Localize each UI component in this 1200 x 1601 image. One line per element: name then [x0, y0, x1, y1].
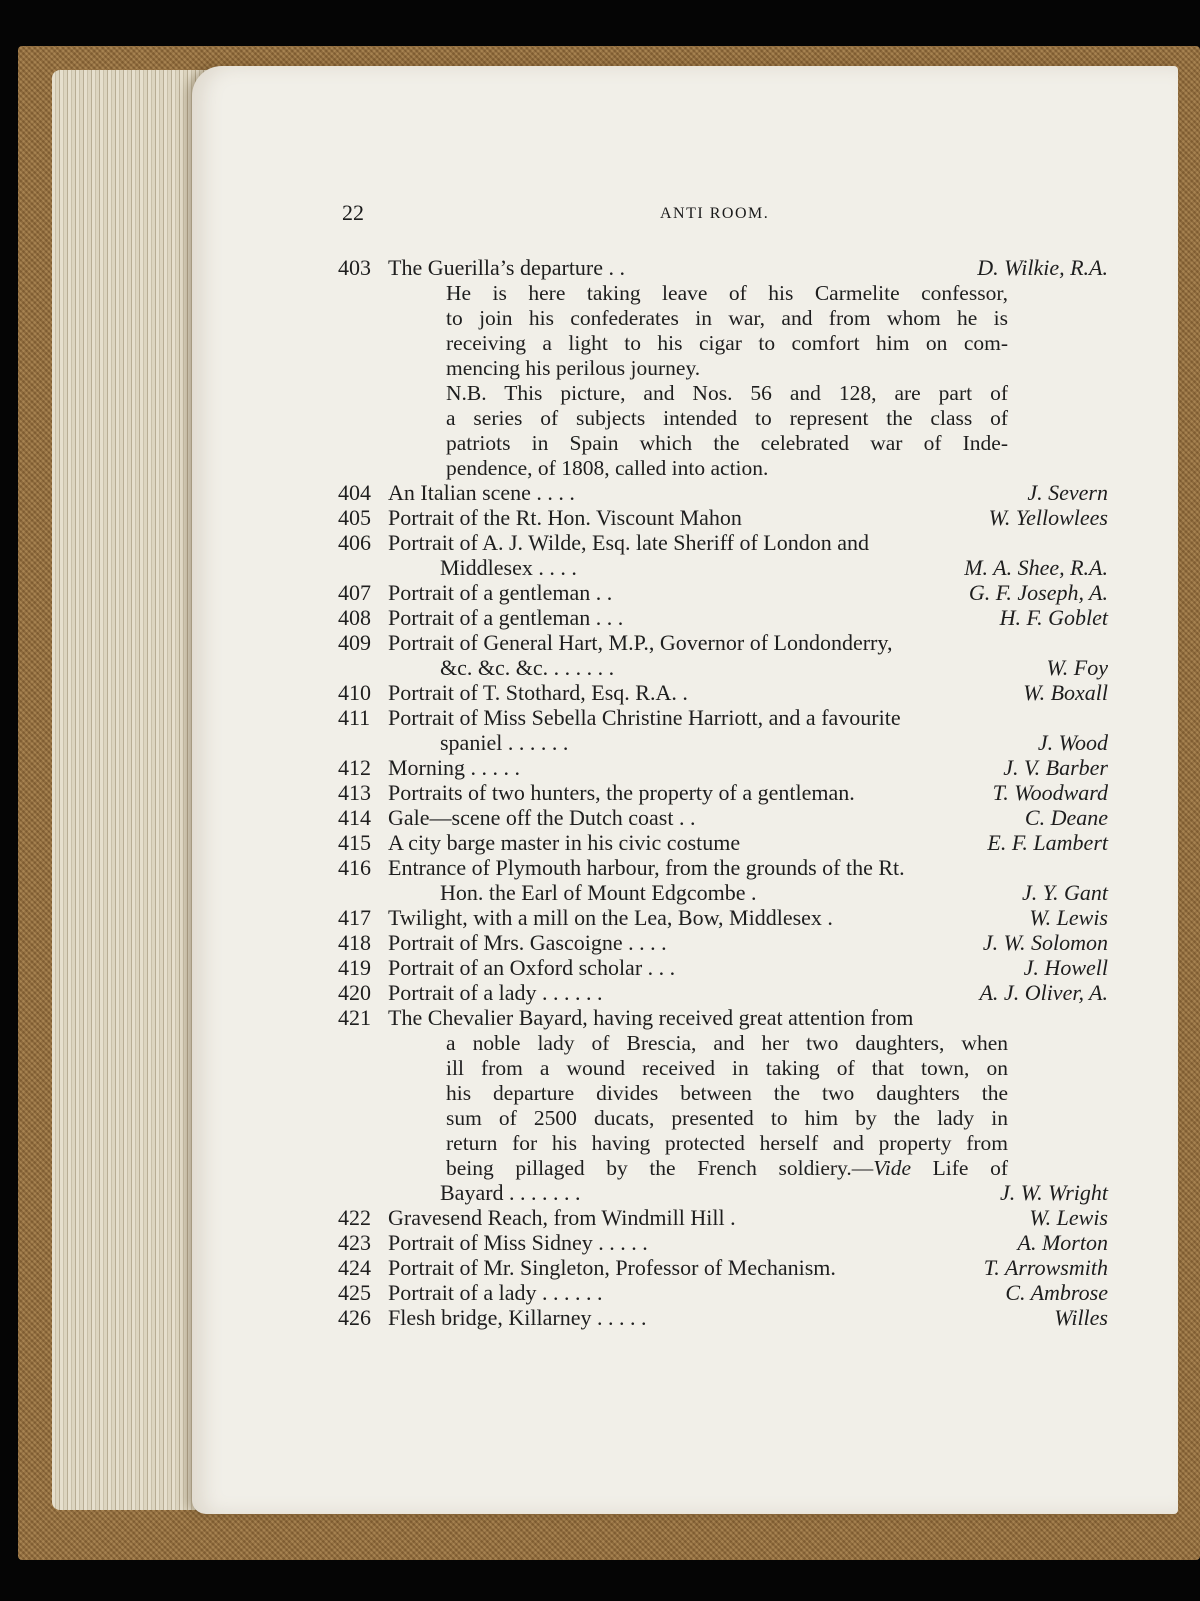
catalogue-line	[0, 604, 1200, 631]
entry-note-line: patriots in Spain which the celebrated war of Inde-	[446, 431, 1008, 455]
catalogue-line	[0, 679, 1200, 706]
catalogue-line	[0, 254, 1200, 281]
entry-note-line: receiving a light to his cigar to comfort him on com-	[446, 331, 1008, 355]
entry-title: Portrait of Mr. Singleton, Professor of Mechanism.	[388, 1255, 836, 1280]
entry-number: 420	[338, 980, 371, 1005]
entry-artist: J. W. Solomon	[982, 930, 1108, 955]
entry-number: 424	[338, 1255, 371, 1280]
entry-artist: M. A. Shee, R.A.	[964, 555, 1108, 580]
entry-title: Portrait of Miss Sidney . . . . .	[388, 1230, 648, 1255]
entry-title: The Chevalier Bayard, having received great attention from	[388, 1005, 914, 1030]
entry-artist: J. Wood	[1037, 730, 1108, 755]
entry-number: 421	[338, 1005, 371, 1030]
entry-note-line: being pillaged by the French soldiery.—Vide Life of	[446, 1156, 1008, 1180]
entry-title: Portraits of two hunters, the property of a gentleman.	[388, 780, 855, 805]
entry-artist: J. W. Wright	[1000, 1180, 1108, 1205]
catalogue-line	[0, 929, 1200, 956]
entry-title: Portrait of Miss Sebella Christine Harriott, and a favourite	[388, 705, 901, 730]
entry-title: The Guerilla’s departure . .	[388, 255, 626, 280]
entry-title: Portrait of a lady . . . . . .	[388, 1280, 603, 1305]
catalogue-line	[0, 704, 1200, 731]
entry-artist: W. Yellowlees	[988, 505, 1108, 530]
catalogue-line	[0, 829, 1200, 856]
entry-note-line: mencing his perilous journey.	[446, 356, 701, 380]
entry-number: 403	[338, 255, 371, 280]
entry-note-line: pendence, of 1808, called into action.	[446, 456, 769, 480]
catalogue-line	[0, 1179, 1200, 1206]
entry-artist: W. Lewis	[1029, 1205, 1108, 1230]
catalogue-line	[0, 1304, 1200, 1331]
catalogue-line	[0, 1204, 1200, 1231]
entry-artist: A. J. Oliver, A.	[979, 980, 1108, 1005]
entry-title: An Italian scene . . . .	[388, 480, 575, 505]
catalogue-line	[0, 654, 1200, 681]
entry-number: 412	[338, 755, 371, 780]
catalogue-line	[0, 1279, 1200, 1306]
entry-artist: A. Morton	[1017, 1230, 1108, 1255]
catalogue-line	[0, 879, 1200, 906]
entry-note-line: ill from a wound received in taking of that town, on	[446, 1056, 1008, 1080]
entry-artist: T. Arrowsmith	[983, 1255, 1108, 1280]
entry-artist: W. Boxall	[1023, 680, 1108, 705]
entry-number: 413	[338, 780, 371, 805]
entry-title: Portrait of a gentleman . . .	[388, 605, 624, 630]
catalogue-line	[0, 804, 1200, 831]
entry-title: Portrait of an Oxford scholar . . .	[388, 955, 676, 980]
catalogue-line	[0, 754, 1200, 781]
entry-number: 405	[338, 505, 371, 530]
catalogue-line	[0, 904, 1200, 931]
catalogue-line	[0, 479, 1200, 506]
entry-artist: J. Severn	[1027, 480, 1108, 505]
entry-note-line: N.B. This picture, and Nos. 56 and 128, are part of	[446, 381, 1008, 405]
entry-title: Flesh bridge, Killarney . . . . .	[388, 1305, 647, 1330]
entry-number: 411	[338, 705, 371, 730]
entry-number: 423	[338, 1230, 371, 1255]
entry-title: Portrait of General Hart, M.P., Governor of Londonderry,	[388, 630, 893, 655]
entry-artist: D. Wilkie, R.A.	[977, 255, 1108, 280]
running-title: ANTI ROOM.	[660, 205, 770, 222]
entry-number: 415	[338, 830, 371, 855]
entry-title: Entrance of Plymouth harbour, from the grounds of the Rt.	[388, 855, 905, 880]
catalogue-line	[0, 954, 1200, 981]
entry-note-line: a noble lady of Brescia, and her two daughters, when	[446, 1031, 1008, 1055]
entry-number: 404	[338, 480, 371, 505]
entry-number: 422	[338, 1205, 371, 1230]
entry-title: Twilight, with a mill on the Lea, Bow, Middlesex .	[388, 905, 833, 930]
entry-note-line: his departure divides between the two daughters the	[446, 1081, 1008, 1105]
catalogue-line	[0, 1254, 1200, 1281]
entry-title: Portrait of Mrs. Gascoigne . . . .	[388, 930, 667, 955]
entry-artist: T. Woodward	[992, 780, 1108, 805]
entry-note-line: He is here taking leave of his Carmelite confessor,	[446, 281, 1008, 305]
entry-number: 417	[338, 905, 371, 930]
entry-note-line: a series of subjects intended to represent the class of	[446, 406, 1008, 430]
entry-note-line: return for his having protected herself and property from	[446, 1131, 1008, 1155]
entry-number: 414	[338, 805, 371, 830]
entry-number: 406	[338, 530, 371, 555]
page-number: 22	[342, 200, 364, 225]
catalogue-line	[0, 979, 1200, 1006]
entry-artist: E. F. Lambert	[987, 830, 1108, 855]
entry-artist: C. Ambrose	[1005, 1280, 1108, 1305]
entry-title: Portrait of a lady . . . . . .	[388, 980, 603, 1005]
entry-title: Morning . . . . .	[388, 755, 520, 780]
entry-number: 419	[338, 955, 371, 980]
catalogue-line	[0, 529, 1200, 556]
entry-number: 426	[338, 1305, 371, 1330]
entry-artist: J. V. Barber	[1003, 755, 1108, 780]
entry-artist: G. F. Joseph, A.	[968, 580, 1108, 605]
entry-number: 425	[338, 1280, 371, 1305]
catalogue-line	[0, 504, 1200, 531]
entry-artist: J. Howell	[1023, 955, 1108, 980]
entry-artist: W. Foy	[1046, 655, 1108, 680]
entry-number: 418	[338, 930, 371, 955]
entry-title: A city barge master in his civic costume	[388, 830, 741, 855]
catalogue-line	[0, 1229, 1200, 1256]
catalogue-line	[0, 579, 1200, 606]
entry-note-line: sum of 2500 ducats, presented to him by the lady in	[446, 1106, 1008, 1130]
entry-title: Portrait of a gentleman . .	[388, 580, 613, 605]
entry-title: Portrait of the Rt. Hon. Viscount Mahon	[388, 505, 742, 530]
catalogue-line	[0, 554, 1200, 581]
entry-artist: Willes	[1054, 1305, 1108, 1330]
entry-artist: W. Lewis	[1029, 905, 1108, 930]
catalogue-line	[0, 1004, 1200, 1031]
entry-title-continued: Hon. the Earl of Mount Edgcombe .	[440, 880, 757, 905]
entry-title: Portrait of A. J. Wilde, Esq. late Sheriff of London and	[388, 530, 870, 555]
entry-number: 407	[338, 580, 371, 605]
entry-number: 410	[338, 680, 371, 705]
entry-title-continued: spaniel . . . . . .	[440, 730, 569, 755]
entry-artist: H. F. Goblet	[999, 605, 1108, 630]
entry-artist: C. Deane	[1024, 805, 1108, 830]
catalogue-line	[0, 779, 1200, 806]
entry-title-continued: &c. &c. &c. . . . . . .	[440, 655, 615, 680]
entry-number: 416	[338, 855, 371, 880]
entry-number: 408	[338, 605, 371, 630]
entry-artist: J. Y. Gant	[1022, 880, 1108, 905]
entry-title: Gale—scene off the Dutch coast . .	[388, 805, 696, 830]
entry-title: Gravesend Reach, from Windmill Hill .	[388, 1205, 736, 1230]
entry-title-continued: Bayard . . . . . . .	[440, 1180, 581, 1205]
catalogue-line	[0, 854, 1200, 881]
catalogue-line	[0, 629, 1200, 656]
entry-title-continued: Middlesex . . . .	[440, 555, 577, 580]
entry-title: Portrait of T. Stothard, Esq. R.A. .	[388, 680, 688, 705]
catalogue-line	[0, 729, 1200, 756]
entry-number: 409	[338, 630, 371, 655]
entry-note-line: to join his confederates in war, and from whom he is	[446, 306, 1008, 330]
